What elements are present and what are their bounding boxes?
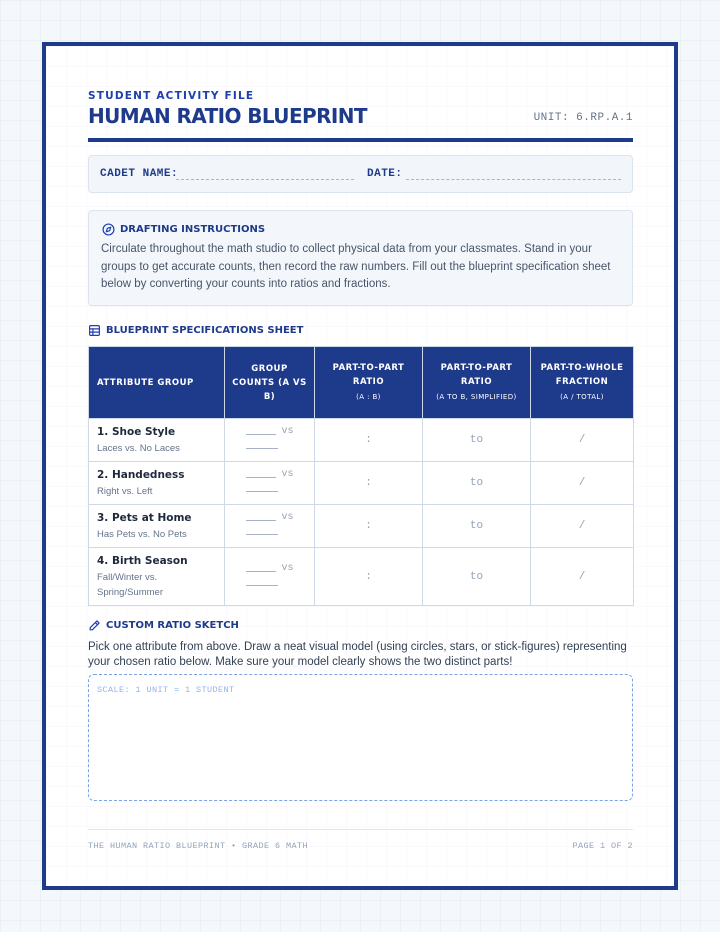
group-count-cell[interactable]: vs	[225, 505, 315, 548]
attribute-desc: Right vs. Left	[97, 485, 153, 497]
instructions-heading	[102, 223, 265, 236]
attribute-name: 4. Birth Season	[97, 554, 188, 567]
scale-note: SCALE: 1 UNIT = 1 STUDENT	[97, 685, 235, 695]
footer-title: THE HUMAN RATIO BLUEPRINT • GRADE 6 MATH	[88, 841, 309, 851]
compass-icon	[102, 223, 115, 236]
attribute-cell	[89, 462, 225, 505]
table-row	[89, 505, 634, 548]
col-part-whole-fraction: PART-TO-WHOLE FRACTION (A / TOTAL)	[531, 347, 634, 419]
table-row	[89, 462, 634, 505]
sketch-heading	[88, 619, 239, 632]
page-header	[88, 90, 633, 142]
col-attribute-group: ATTRIBUTE GROUP	[89, 347, 225, 419]
worksheet-page	[42, 42, 678, 890]
fraction-cell[interactable]: /	[531, 548, 634, 606]
attribute-desc: Laces vs. No Laces	[97, 442, 180, 454]
table-row	[89, 419, 634, 462]
table-row	[89, 548, 634, 606]
ratio-cell[interactable]: :	[315, 419, 423, 462]
header-kicker: STUDENT ACTIVITY FILE	[88, 90, 255, 102]
col-part-ratio: PART-TO-PART RATIO (A : B)	[315, 347, 423, 419]
table-icon	[88, 324, 101, 337]
attribute-cell	[89, 548, 225, 606]
page-footer	[88, 829, 633, 851]
simplified-ratio-cell[interactable]: to	[423, 462, 531, 505]
ratio-cell[interactable]: :	[315, 505, 423, 548]
date-label: DATE:	[367, 168, 403, 180]
cadet-name-field[interactable]	[176, 179, 354, 180]
fraction-cell[interactable]: /	[531, 419, 634, 462]
group-count-cell[interactable]: vs	[225, 419, 315, 462]
page-number: PAGE 1 OF 2	[572, 841, 633, 851]
attribute-cell	[89, 505, 225, 548]
sketch-heading-text: CUSTOM RATIO SKETCH	[106, 620, 239, 631]
sketch-area[interactable]	[88, 674, 633, 801]
cadet-name-label: CADET NAME:	[100, 168, 179, 180]
simplified-ratio-cell[interactable]: to	[423, 505, 531, 548]
attribute-name: 1. Shoe Style	[97, 425, 176, 438]
group-count-cell[interactable]: vs	[225, 462, 315, 505]
attribute-desc: Has Pets vs. No Pets	[97, 528, 187, 540]
col-part-ratio-simplified: PART-TO-PART RATIO (A TO B, SIMPLIFIED)	[423, 347, 531, 419]
simplified-ratio-cell[interactable]: to	[423, 548, 531, 606]
instructions-body: Circulate throughout the math studio to collect physical data from your classmates. Stand in your groups to get accurate counts, then record the raw numbers. Fill out the blueprint specification sheet below by converting your counts into ratios and fractions.	[101, 243, 611, 290]
page-title: HUMAN RATIO BLUEPRINT	[88, 104, 367, 128]
attribute-cell	[89, 419, 225, 462]
spec-table	[88, 346, 634, 606]
fraction-cell[interactable]: /	[531, 462, 634, 505]
instructions-panel	[88, 210, 633, 306]
fraction-cell[interactable]: /	[531, 505, 634, 548]
spec-heading-text: BLUEPRINT SPECIFICATIONS SHEET	[106, 325, 304, 336]
spec-header-row	[89, 347, 634, 419]
sketch-instructions: Pick one attribute from above. Draw a neat visual model (using circles, stars, or stick-figures) representing your chosen ratio below. Make sure your model clearly shows the two distinct parts!	[88, 641, 627, 668]
unit-code: UNIT: 6.RP.A.1	[533, 112, 633, 124]
attribute-name: 3. Pets at Home	[97, 511, 192, 524]
ratio-cell[interactable]: :	[315, 462, 423, 505]
simplified-ratio-cell[interactable]: to	[423, 419, 531, 462]
col-group-counts: GROUP COUNTS (A VS B)	[225, 347, 315, 419]
ratio-cell[interactable]: :	[315, 548, 423, 606]
date-field[interactable]	[406, 179, 621, 180]
attribute-desc: Fall/Winter vs. Spring/Summer	[97, 571, 163, 598]
group-count-cell[interactable]: vs	[225, 548, 315, 606]
attribute-name: 2. Handedness	[97, 468, 185, 481]
instructions-heading-text: DRAFTING INSTRUCTIONS	[120, 224, 266, 235]
pencil-icon	[88, 619, 101, 632]
spec-heading	[88, 324, 303, 337]
student-info-box	[88, 155, 633, 193]
